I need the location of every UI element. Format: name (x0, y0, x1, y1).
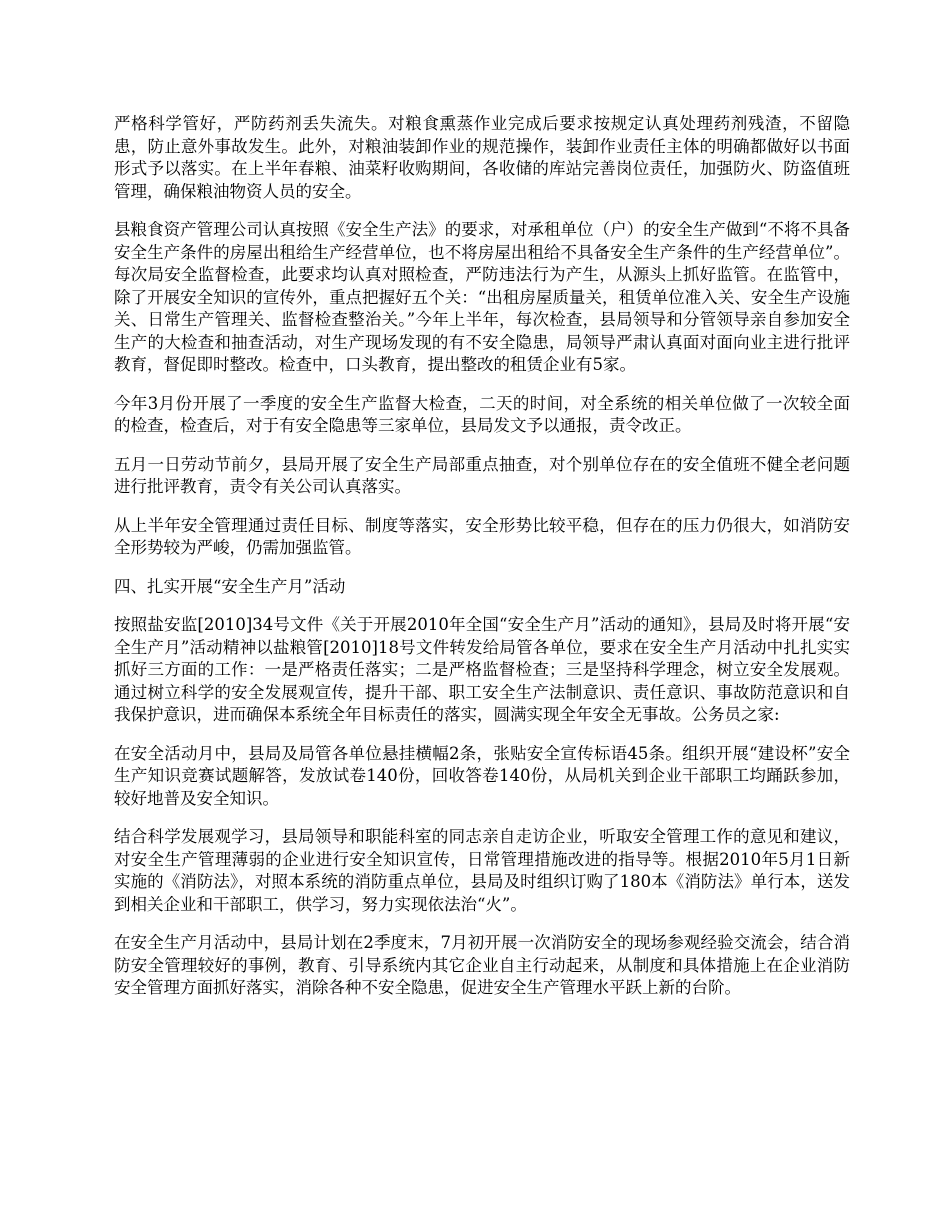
section-heading-safety-month: 四、扎实开展“安全生产月”活动 (114, 576, 346, 596)
paragraph-q1-inspection: 今年3月份开展了一季度的安全生产监督大检查，二天的时间，对全系统的相关单位做了一次较全面的检查，检查后，对于有安全隐患等三家单位，县局发文予以通报，责令改正。 (114, 393, 850, 435)
paragraph-rental-supervision: 县粮食资产管理公司认真按照《安全生产法》的要求，对承租单位（户）的安全生产做到“不将不具备安全生产条件的房屋出租给生产经营单位，也不将房屋出租给不具备安全生产条件的生产经营单位”。每次局安全监督检查，此要求均认真对照检查，严防违法行为产生，从源头上抓好监管。在监管中，除了开展安全知识的宣传外，重点把握好五个关：“出租房屋质量关，租赁单位准入关、安全生产设施关、日常生产管理关、监督检查整治关。”今年上半年，每次检查，县局领导和分管领导亲自参加安全生产的大检查和抽查活动，对生产现场发现的有不安全隐患，局领导严肃认真面对面向业主进行批评教育，督促即时整改。检查中，口头教育，提出整改的租赁企业有5家。 (114, 220, 850, 374)
document-body (114, 113, 850, 1016)
paragraph-half-year-summary: 从上半年安全管理通过责任目标、制度等落实，安全形势比较平稳，但存在的压力仍很大，如消防安全形势较为严峻，仍需加强监管。 (114, 515, 850, 557)
paragraph-storage-safety: 严格科学管好，严防药剂丢失流失。对粮食熏蒸作业完成后要求按规定认真处理药剂残渣，不留隐患，防止意外事故发生。此外，对粮油装卸作业的规范操作，装卸作业责任主体的明确都做好以书面形式予以落实。在上半年春粮、油菜籽收购期间，各收储的库站完善岗位责任，加强防火、防盗值班管理，确保粮油物资人员的安全。 (114, 114, 850, 201)
paragraph-may-day-check: 五月一日劳动节前夕，县局开展了安全生产局部重点抽查，对个别单位存在的安全值班不健全老问题进行批评教育，责令有关公司认真落实。 (114, 454, 850, 496)
paragraph-safety-month-notice: 按照盐安监[2010]34号文件《关于开展2010年全国“安全生产月”活动的通知》，县局及时将开展“安全生产月”活动精神以盐粮管[2010]18号文件转发给局管各单位，要求在安全生产月活动中扎扎实实抓好三方面的工作：一是严格责任落实；二是严格监督检查；三是坚持科学理念，树立安全发展观。通过树立科学的安全发展观宣传，提升干部、职工安全生产法制意识、责任意识、事故防范意识和自我保护意识，进而确保本系统全年目标责任的落实，圆满实现全年安全无事故。公务员之家: (114, 615, 850, 724)
paragraph-fire-law-study: 结合科学发展观学习，县局领导和职能科室的同志亲自走访企业，听取安全管理工作的意见和建议，对安全生产管理薄弱的企业进行安全知识宣传，日常管理措施改进的指导等。根据2010年5月1日新实施的《消防法》，对照本系统的消防重点单位，县局及时组织订购了180本《消防法》单行本，送发到相关企业和干部职工，供学习，努力实现依法治“火”。 (114, 827, 850, 914)
paragraph-activities: 在安全活动月中，县局及局管各单位悬挂横幅2条，张贴安全宣传标语45条。组织开展“建设杯”安全生产知识竞赛试题解答，发放试卷140份，回收答卷140份，从局机关到企业干部职工均踊跃参加，较好地普及安全知识。 (114, 743, 850, 808)
paragraph-fire-safety-plan: 在安全生产月活动中，县局计划在2季度末，7月初开展一次消防安全的现场参观经验交流会，结合消防安全管理较好的事例，教育、引导系统内其它企业自主行动起来，从制度和具体措施上在企业消防安全管理方面抓好落实，消除各种不安全隐患，促进安全生产管理水平跃上新的台阶。 (114, 933, 850, 997)
